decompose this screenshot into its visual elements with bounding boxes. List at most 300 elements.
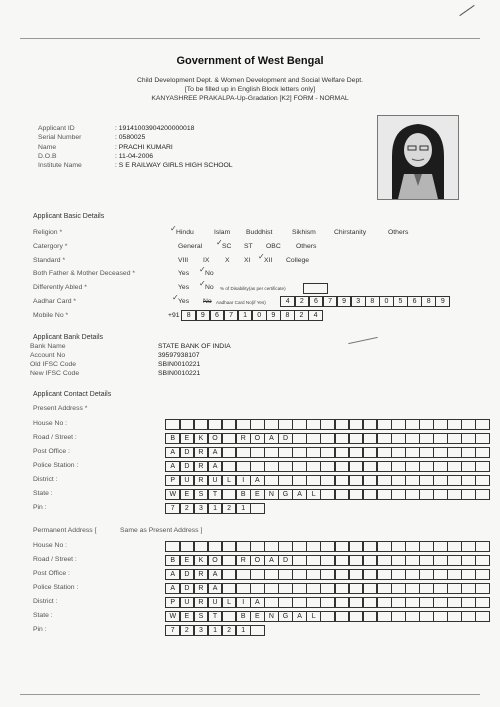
address-char-box[interactable] — [320, 489, 335, 500]
address-char-box[interactable] — [419, 597, 434, 608]
digit-box[interactable]: 0 — [379, 296, 394, 307]
address-char-box[interactable] — [447, 447, 462, 458]
address-char-box[interactable] — [349, 569, 364, 580]
address-char-box[interactable]: P — [165, 475, 180, 486]
address-char-box[interactable]: P — [165, 597, 180, 608]
address-char-box[interactable] — [405, 447, 420, 458]
address-char-box[interactable] — [306, 555, 321, 566]
digit-box[interactable]: 0 — [252, 310, 267, 321]
address-char-box[interactable] — [461, 597, 476, 608]
address-char-box[interactable]: 2 — [222, 625, 237, 636]
address-char-box[interactable]: O — [250, 555, 265, 566]
address-char-box[interactable] — [222, 541, 237, 552]
disabled-option[interactable]: Yes — [178, 284, 190, 291]
address-char-box[interactable] — [391, 555, 406, 566]
address-char-box[interactable]: E — [180, 433, 195, 444]
aadhar-option[interactable]: Yes — [178, 298, 190, 305]
address-char-box[interactable] — [363, 419, 378, 430]
address-char-box[interactable] — [292, 419, 307, 430]
address-char-box[interactable] — [391, 583, 406, 594]
address-char-boxes[interactable] — [166, 625, 265, 636]
address-char-box[interactable]: A — [165, 583, 180, 594]
address-char-box[interactable]: L — [222, 475, 237, 486]
address-char-boxes[interactable] — [166, 611, 490, 622]
address-char-box[interactable]: U — [180, 597, 195, 608]
address-char-box[interactable]: R — [194, 447, 209, 458]
mobile-number-boxes[interactable] — [182, 310, 323, 321]
address-char-box[interactable] — [377, 611, 392, 622]
address-char-box[interactable]: O — [208, 433, 223, 444]
address-char-box[interactable]: D — [278, 555, 293, 566]
address-char-box[interactable] — [377, 569, 392, 580]
address-char-box[interactable]: A — [208, 569, 223, 580]
address-char-box[interactable] — [447, 461, 462, 472]
address-char-box[interactable] — [306, 461, 321, 472]
address-char-box[interactable] — [335, 597, 350, 608]
address-char-box[interactable]: R — [194, 583, 209, 594]
address-char-box[interactable] — [180, 419, 195, 430]
address-char-box[interactable] — [320, 541, 335, 552]
address-char-box[interactable]: 2 — [222, 503, 237, 514]
address-char-box[interactable] — [250, 583, 265, 594]
religion-option[interactable]: Buddhist — [246, 229, 273, 236]
address-char-box[interactable] — [194, 419, 209, 430]
address-char-box[interactable]: A — [264, 555, 279, 566]
address-char-box[interactable] — [292, 433, 307, 444]
address-char-box[interactable] — [475, 419, 490, 430]
address-char-box[interactable]: O — [250, 433, 265, 444]
address-char-box[interactable]: A — [250, 475, 265, 486]
address-char-box[interactable] — [180, 541, 195, 552]
address-char-box[interactable] — [391, 611, 406, 622]
address-char-box[interactable]: I — [236, 475, 251, 486]
address-char-box[interactable] — [349, 475, 364, 486]
address-char-boxes[interactable] — [166, 503, 265, 514]
address-char-box[interactable] — [447, 611, 462, 622]
address-char-box[interactable] — [278, 461, 293, 472]
aadhar-number-boxes[interactable] — [281, 296, 450, 307]
address-char-box[interactable]: A — [165, 461, 180, 472]
address-char-box[interactable] — [363, 583, 378, 594]
address-char-box[interactable]: D — [180, 569, 195, 580]
address-char-box[interactable] — [250, 419, 265, 430]
address-char-box[interactable] — [335, 475, 350, 486]
address-char-box[interactable] — [433, 555, 448, 566]
address-char-box[interactable] — [391, 419, 406, 430]
digit-box[interactable]: 9 — [196, 310, 211, 321]
digit-box[interactable]: 9 — [435, 296, 450, 307]
address-char-box[interactable]: E — [250, 489, 265, 500]
address-char-boxes[interactable] — [166, 569, 490, 580]
address-char-box[interactable] — [208, 541, 223, 552]
religion-option[interactable]: Chirstanity — [334, 229, 367, 236]
address-char-box[interactable]: E — [250, 611, 265, 622]
address-char-box[interactable] — [377, 597, 392, 608]
address-char-box[interactable]: E — [180, 489, 195, 500]
address-char-box[interactable] — [250, 541, 265, 552]
religion-option[interactable]: Sikhism — [292, 229, 316, 236]
religion-option[interactable]: Islam — [214, 229, 231, 236]
address-char-box[interactable] — [377, 447, 392, 458]
digit-box[interactable]: 8 — [280, 310, 295, 321]
address-char-box[interactable]: G — [278, 489, 293, 500]
address-char-box[interactable] — [475, 583, 490, 594]
address-char-box[interactable] — [250, 461, 265, 472]
address-char-box[interactable]: 1 — [236, 503, 251, 514]
address-char-box[interactable] — [250, 569, 265, 580]
address-char-box[interactable] — [377, 555, 392, 566]
address-char-box[interactable] — [264, 419, 279, 430]
address-char-box[interactable]: U — [180, 475, 195, 486]
address-char-box[interactable]: A — [208, 461, 223, 472]
address-char-box[interactable] — [405, 475, 420, 486]
address-char-box[interactable] — [475, 433, 490, 444]
digit-box[interactable]: 7 — [323, 296, 338, 307]
address-char-box[interactable] — [405, 555, 420, 566]
address-char-box[interactable] — [461, 541, 476, 552]
address-char-box[interactable] — [363, 611, 378, 622]
address-char-box[interactable]: D — [180, 447, 195, 458]
address-char-box[interactable]: T — [208, 489, 223, 500]
address-char-box[interactable] — [363, 447, 378, 458]
address-char-box[interactable] — [264, 447, 279, 458]
address-char-box[interactable]: A — [208, 447, 223, 458]
address-char-box[interactable] — [461, 583, 476, 594]
address-char-box[interactable] — [447, 555, 462, 566]
address-char-box[interactable] — [222, 461, 237, 472]
digit-box[interactable]: 8 — [181, 310, 196, 321]
address-char-box[interactable]: 1 — [208, 503, 223, 514]
address-char-box[interactable] — [278, 541, 293, 552]
address-char-box[interactable] — [264, 475, 279, 486]
address-char-box[interactable]: G — [278, 611, 293, 622]
address-char-box[interactable] — [461, 433, 476, 444]
address-char-box[interactable] — [377, 475, 392, 486]
address-char-box[interactable] — [292, 597, 307, 608]
address-char-box[interactable] — [335, 489, 350, 500]
address-char-box[interactable]: 3 — [194, 625, 209, 636]
digit-box[interactable]: 7 — [224, 310, 239, 321]
address-char-box[interactable] — [405, 569, 420, 580]
address-char-box[interactable] — [377, 489, 392, 500]
address-char-box[interactable] — [419, 489, 434, 500]
address-char-box[interactable] — [335, 461, 350, 472]
address-char-box[interactable] — [349, 461, 364, 472]
address-char-box[interactable] — [419, 555, 434, 566]
address-char-box[interactable] — [475, 597, 490, 608]
address-char-box[interactable] — [335, 555, 350, 566]
address-char-box[interactable]: A — [250, 597, 265, 608]
digit-box[interactable]: 6 — [407, 296, 422, 307]
address-char-box[interactable] — [391, 461, 406, 472]
address-char-box[interactable] — [306, 475, 321, 486]
standard-option[interactable]: College — [286, 257, 310, 264]
address-char-boxes[interactable] — [166, 461, 490, 472]
address-char-box[interactable]: T — [208, 611, 223, 622]
standard-option[interactable]: IX — [203, 257, 210, 264]
address-char-box[interactable] — [320, 555, 335, 566]
digit-box[interactable]: 5 — [393, 296, 408, 307]
address-char-box[interactable] — [419, 461, 434, 472]
address-char-box[interactable] — [278, 419, 293, 430]
address-char-box[interactable] — [222, 583, 237, 594]
category-option[interactable]: OBC — [266, 243, 281, 250]
address-char-boxes[interactable] — [166, 489, 490, 500]
address-char-box[interactable] — [475, 475, 490, 486]
address-char-boxes[interactable] — [166, 541, 490, 552]
address-char-box[interactable] — [405, 489, 420, 500]
address-char-box[interactable] — [419, 447, 434, 458]
address-char-box[interactable] — [461, 555, 476, 566]
address-char-boxes[interactable] — [166, 555, 490, 566]
address-char-box[interactable]: B — [236, 611, 251, 622]
address-char-box[interactable] — [320, 447, 335, 458]
address-char-box[interactable] — [320, 419, 335, 430]
address-char-boxes[interactable] — [166, 447, 490, 458]
address-char-box[interactable]: 3 — [194, 503, 209, 514]
address-char-box[interactable] — [405, 611, 420, 622]
address-char-box[interactable] — [335, 583, 350, 594]
address-char-box[interactable] — [349, 433, 364, 444]
address-char-box[interactable] — [335, 541, 350, 552]
address-char-box[interactable] — [264, 541, 279, 552]
digit-box[interactable]: 3 — [351, 296, 366, 307]
address-char-box[interactable] — [222, 433, 237, 444]
address-char-box[interactable] — [222, 555, 237, 566]
address-char-box[interactable] — [433, 611, 448, 622]
address-char-box[interactable] — [461, 475, 476, 486]
address-char-box[interactable] — [320, 461, 335, 472]
address-char-box[interactable] — [405, 541, 420, 552]
address-char-box[interactable] — [320, 433, 335, 444]
address-char-box[interactable] — [236, 541, 251, 552]
digit-box[interactable]: 2 — [294, 310, 309, 321]
address-char-box[interactable] — [363, 597, 378, 608]
address-char-box[interactable]: N — [264, 489, 279, 500]
address-char-box[interactable] — [250, 447, 265, 458]
address-char-box[interactable]: R — [236, 555, 251, 566]
address-char-box[interactable] — [447, 583, 462, 594]
digit-box[interactable]: 4 — [280, 296, 295, 307]
address-char-box[interactable] — [377, 433, 392, 444]
address-char-box[interactable] — [349, 555, 364, 566]
address-char-box[interactable] — [391, 433, 406, 444]
address-char-box[interactable] — [335, 611, 350, 622]
address-char-box[interactable] — [391, 489, 406, 500]
address-char-box[interactable]: A — [292, 611, 307, 622]
address-char-box[interactable] — [461, 419, 476, 430]
address-char-box[interactable]: W — [165, 489, 180, 500]
address-char-box[interactable]: D — [278, 433, 293, 444]
address-char-box[interactable] — [363, 461, 378, 472]
address-char-box[interactable] — [306, 419, 321, 430]
address-char-box[interactable] — [236, 419, 251, 430]
address-char-box[interactable]: 7 — [165, 503, 180, 514]
address-char-box[interactable] — [306, 447, 321, 458]
address-char-box[interactable] — [475, 489, 490, 500]
address-char-box[interactable] — [165, 541, 180, 552]
digit-box[interactable]: 6 — [210, 310, 225, 321]
address-char-box[interactable]: L — [222, 597, 237, 608]
address-char-box[interactable] — [419, 611, 434, 622]
address-char-box[interactable] — [405, 583, 420, 594]
aadhar-option[interactable]: No — [203, 298, 212, 305]
address-char-box[interactable] — [250, 503, 265, 514]
address-char-box[interactable] — [405, 433, 420, 444]
standard-option[interactable]: XI — [244, 257, 251, 264]
address-char-boxes[interactable] — [166, 583, 490, 594]
address-char-box[interactable] — [447, 541, 462, 552]
address-char-box[interactable] — [461, 569, 476, 580]
address-char-box[interactable]: D — [180, 461, 195, 472]
address-char-box[interactable] — [335, 569, 350, 580]
address-char-box[interactable] — [363, 541, 378, 552]
address-char-box[interactable] — [475, 461, 490, 472]
address-char-box[interactable] — [475, 541, 490, 552]
address-char-box[interactable] — [222, 489, 237, 500]
standard-option[interactable]: X — [225, 257, 230, 264]
address-char-box[interactable] — [306, 541, 321, 552]
address-char-box[interactable]: B — [165, 555, 180, 566]
address-char-box[interactable] — [419, 433, 434, 444]
address-char-box[interactable]: W — [165, 611, 180, 622]
address-char-boxes[interactable] — [166, 475, 490, 486]
standard-option[interactable]: XII — [264, 257, 273, 264]
address-char-box[interactable] — [250, 625, 265, 636]
address-char-box[interactable] — [165, 419, 180, 430]
address-char-box[interactable] — [292, 475, 307, 486]
address-char-box[interactable] — [461, 447, 476, 458]
address-char-box[interactable]: I — [236, 597, 251, 608]
address-char-box[interactable] — [363, 433, 378, 444]
address-char-box[interactable] — [419, 541, 434, 552]
address-char-boxes[interactable] — [166, 597, 490, 608]
address-char-box[interactable]: A — [165, 447, 180, 458]
address-char-box[interactable] — [419, 475, 434, 486]
address-char-box[interactable] — [278, 569, 293, 580]
religion-option[interactable]: Hindu — [176, 229, 194, 236]
address-char-box[interactable] — [433, 597, 448, 608]
address-char-box[interactable] — [292, 555, 307, 566]
address-char-box[interactable]: 2 — [180, 503, 195, 514]
digit-box[interactable]: 8 — [365, 296, 380, 307]
digit-box[interactable]: 4 — [308, 310, 323, 321]
address-char-box[interactable]: L — [306, 489, 321, 500]
address-char-box[interactable] — [475, 611, 490, 622]
address-char-box[interactable] — [363, 475, 378, 486]
disability-percent-box[interactable] — [303, 283, 328, 294]
address-char-box[interactable] — [208, 419, 223, 430]
address-char-box[interactable] — [292, 461, 307, 472]
address-char-box[interactable] — [391, 597, 406, 608]
address-char-box[interactable] — [391, 447, 406, 458]
digit-box[interactable]: 1 — [238, 310, 253, 321]
address-char-box[interactable] — [433, 419, 448, 430]
address-char-box[interactable] — [419, 583, 434, 594]
address-char-box[interactable] — [236, 461, 251, 472]
address-char-box[interactable] — [278, 583, 293, 594]
address-char-box[interactable] — [222, 447, 237, 458]
address-char-box[interactable] — [461, 611, 476, 622]
address-char-box[interactable] — [222, 419, 237, 430]
address-char-box[interactable] — [447, 475, 462, 486]
address-char-box[interactable] — [264, 583, 279, 594]
address-char-box[interactable]: R — [194, 569, 209, 580]
address-char-boxes[interactable] — [166, 419, 490, 430]
address-char-box[interactable] — [320, 569, 335, 580]
address-char-box[interactable] — [349, 447, 364, 458]
deceased-option[interactable]: No — [205, 270, 214, 277]
address-char-box[interactable] — [391, 541, 406, 552]
disabled-option[interactable]: No — [205, 284, 214, 291]
address-char-box[interactable]: 1 — [208, 625, 223, 636]
address-char-box[interactable] — [306, 433, 321, 444]
address-char-box[interactable]: S — [194, 611, 209, 622]
address-char-box[interactable] — [377, 541, 392, 552]
address-char-box[interactable] — [292, 569, 307, 580]
address-char-box[interactable]: R — [194, 461, 209, 472]
address-char-box[interactable] — [306, 569, 321, 580]
religion-option[interactable]: Others — [388, 229, 409, 236]
address-char-box[interactable] — [461, 461, 476, 472]
address-char-box[interactable] — [433, 447, 448, 458]
address-char-box[interactable] — [475, 447, 490, 458]
address-char-box[interactable] — [405, 419, 420, 430]
address-char-box[interactable] — [461, 489, 476, 500]
address-char-box[interactable] — [405, 461, 420, 472]
address-char-box[interactable]: B — [165, 433, 180, 444]
digit-box[interactable]: 6 — [309, 296, 324, 307]
category-option[interactable]: ST — [244, 243, 253, 250]
address-char-box[interactable] — [278, 475, 293, 486]
category-option[interactable]: General — [178, 243, 203, 250]
address-char-box[interactable]: K — [194, 433, 209, 444]
address-char-box[interactable] — [264, 461, 279, 472]
address-char-box[interactable]: O — [208, 555, 223, 566]
category-option[interactable]: Others — [296, 243, 317, 250]
address-char-box[interactable] — [306, 597, 321, 608]
address-char-box[interactable]: E — [180, 555, 195, 566]
address-char-box[interactable] — [447, 433, 462, 444]
address-char-boxes[interactable] — [166, 433, 490, 444]
digit-box[interactable]: 8 — [421, 296, 436, 307]
address-char-box[interactable] — [320, 597, 335, 608]
address-char-box[interactable] — [349, 489, 364, 500]
address-char-box[interactable] — [419, 419, 434, 430]
address-char-box[interactable] — [433, 583, 448, 594]
address-char-box[interactable] — [292, 583, 307, 594]
address-char-box[interactable] — [349, 597, 364, 608]
address-char-box[interactable] — [306, 583, 321, 594]
address-char-box[interactable] — [236, 447, 251, 458]
address-char-box[interactable]: K — [194, 555, 209, 566]
address-char-box[interactable]: R — [236, 433, 251, 444]
address-char-box[interactable] — [320, 583, 335, 594]
address-char-box[interactable] — [405, 597, 420, 608]
address-char-box[interactable] — [320, 475, 335, 486]
address-char-box[interactable] — [475, 555, 490, 566]
address-char-box[interactable] — [391, 569, 406, 580]
address-char-box[interactable] — [391, 475, 406, 486]
address-char-box[interactable]: N — [264, 611, 279, 622]
address-char-box[interactable] — [222, 569, 237, 580]
address-char-box[interactable] — [194, 541, 209, 552]
digit-box[interactable]: 9 — [266, 310, 281, 321]
address-char-box[interactable]: B — [236, 489, 251, 500]
address-char-box[interactable]: 1 — [236, 625, 251, 636]
digit-box[interactable]: 2 — [295, 296, 310, 307]
address-char-box[interactable] — [447, 419, 462, 430]
